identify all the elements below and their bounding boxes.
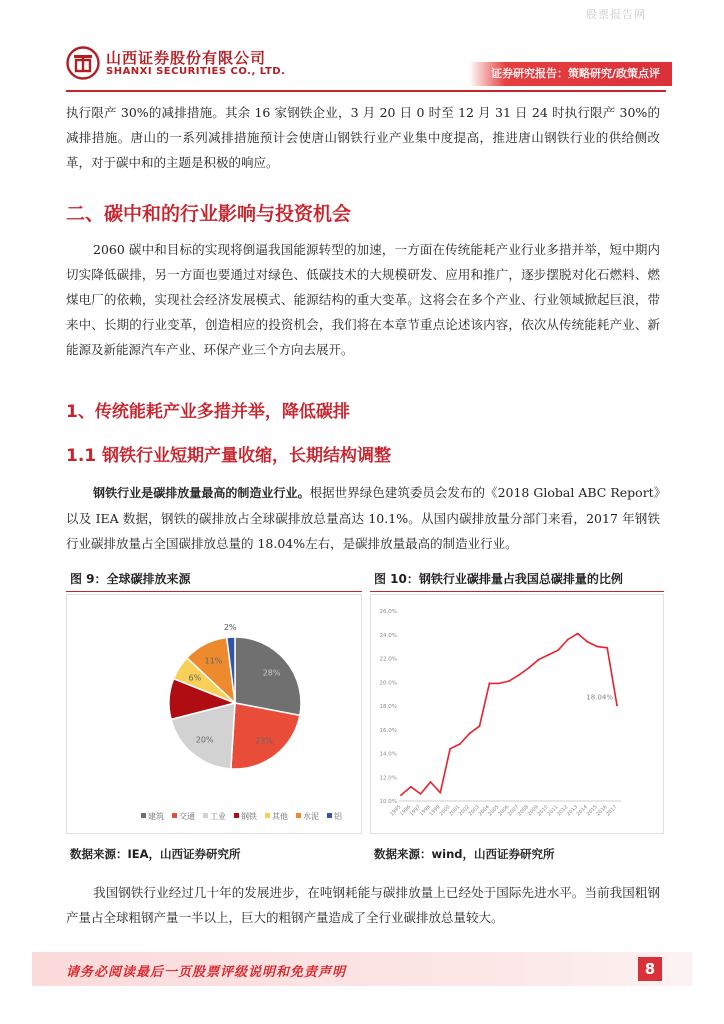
legend-label: 水泥 bbox=[303, 812, 319, 821]
watermark: 股票报告网 bbox=[586, 8, 646, 21]
x-tick-label: 1995 bbox=[389, 804, 403, 818]
pie-chart bbox=[67, 595, 361, 833]
subsubsection-heading: 1.1 钢铁行业短期产量收缩，长期结构调整 bbox=[66, 446, 392, 466]
paragraph-steel-text: 根据世界绿色建筑委员会发布的《2018 Global ABC Report》以及 IEA 数据，钢铁的碳排放占全球碳排放总量高达 10.1%。从国内碳排放量分部门来看，2017 年钢铁行业碳排放量占全国碳排放总量的 18.04%左右，是碳排放量最高的制造业行业。 bbox=[66, 485, 660, 551]
subsection-heading: 1、传统能耗产业多措并举，降低碳排 bbox=[66, 402, 350, 422]
x-tick-label: 2013 bbox=[565, 804, 580, 818]
data-point bbox=[420, 793, 422, 795]
x-tick-label: 2003 bbox=[467, 804, 481, 818]
data-point bbox=[597, 646, 599, 648]
figure-10-source: 数据来源：wind，山西证券研究所 bbox=[374, 847, 555, 861]
paragraph-intro bbox=[66, 100, 660, 175]
company-name-cn: 山西证券股份有限公司 bbox=[106, 49, 267, 67]
x-tick-label: 2017 bbox=[605, 804, 619, 818]
figure-9-frame bbox=[66, 594, 362, 834]
legend-swatch bbox=[172, 813, 177, 818]
data-point bbox=[567, 639, 569, 641]
x-tick-label: 2009 bbox=[526, 804, 540, 818]
paragraph-section-intro bbox=[66, 237, 660, 362]
x-tick-label: 2016 bbox=[595, 804, 609, 818]
data-point bbox=[439, 792, 441, 794]
x-tick-label: 1999 bbox=[428, 804, 442, 818]
page-footer bbox=[32, 952, 692, 986]
y-tick-label: 26.0% bbox=[379, 609, 397, 615]
y-tick-label: 18.0% bbox=[379, 704, 397, 710]
x-tick-label: 2012 bbox=[556, 804, 570, 818]
y-tick-label: 20.0% bbox=[379, 680, 397, 687]
x-tick-label: 2001 bbox=[448, 804, 462, 818]
paragraph-conclusion bbox=[66, 880, 660, 930]
y-tick-label: 12.0% bbox=[379, 775, 397, 782]
series-line bbox=[401, 634, 617, 796]
legend-label: 交通 bbox=[179, 812, 195, 821]
company-name-en: SHANXI SECURITIES CO., LTD. bbox=[106, 66, 286, 77]
data-point bbox=[508, 680, 510, 682]
data-point bbox=[587, 641, 589, 643]
data-point bbox=[547, 654, 549, 656]
figure-10-frame bbox=[370, 594, 664, 834]
x-tick-label: 1996 bbox=[398, 804, 413, 818]
data-point bbox=[528, 667, 530, 669]
figure-10-title: 图 10：钢铁行业碳排量占我国总碳排量的比例 bbox=[370, 568, 664, 592]
data-point bbox=[557, 649, 559, 651]
legend-swatch bbox=[265, 813, 270, 818]
data-point bbox=[449, 748, 451, 750]
pie-value-label: 28% bbox=[262, 668, 281, 678]
data-point bbox=[518, 674, 520, 676]
figure-9-title: 图 9：全球碳排放来源 bbox=[66, 568, 362, 592]
x-tick-label: 1998 bbox=[418, 804, 432, 818]
y-tick-label: 16.0% bbox=[379, 727, 397, 734]
legend-label: 建筑 bbox=[148, 812, 164, 821]
x-tick-label: 1997 bbox=[408, 804, 423, 818]
page-header bbox=[66, 44, 666, 88]
legend-swatch bbox=[234, 813, 239, 818]
y-tick-label: 10.0% bbox=[379, 799, 397, 805]
legend-swatch bbox=[296, 813, 301, 818]
section-heading: 二、碳中和的行业影响与投资机会 bbox=[66, 203, 352, 225]
legend-swatch bbox=[141, 813, 146, 818]
legend-swatch bbox=[327, 813, 332, 818]
line-chart bbox=[371, 595, 663, 833]
pie-value-label: 20% bbox=[195, 735, 214, 745]
x-tick-label: 2005 bbox=[487, 804, 501, 818]
legend-swatch bbox=[203, 813, 208, 818]
paragraph-conclusion-text: 我国钢铁行业经过几十年的发展进步，在吨钢耗能与碳排放量上已经处于国际先进水平。当前我国粗钢产量占全球粗钢产量一半以上，巨大的粗钢产量造成了全行业碳排放总量较大。 bbox=[66, 885, 660, 925]
data-point bbox=[459, 743, 461, 745]
pie-value-label: 23% bbox=[255, 736, 273, 746]
y-tick-label: 22.0% bbox=[379, 656, 397, 663]
data-point bbox=[469, 732, 471, 734]
data-point bbox=[606, 647, 608, 649]
x-tick-label: 2015 bbox=[585, 804, 599, 818]
pie-value-label: 11% bbox=[204, 656, 223, 666]
x-tick-label: 2006 bbox=[497, 804, 511, 818]
x-tick-label: 2014 bbox=[575, 804, 589, 818]
data-point bbox=[616, 705, 618, 707]
data-point bbox=[498, 683, 500, 685]
paragraph-steel-lead: 钢铁行业是碳排放量最高的制造业行业。 bbox=[93, 486, 310, 500]
data-point bbox=[489, 683, 491, 685]
x-tick-label: 2007 bbox=[506, 804, 521, 818]
data-point bbox=[538, 659, 540, 661]
data-point bbox=[577, 633, 579, 635]
y-tick-label: 14.0% bbox=[379, 751, 397, 758]
legend-label: 其他 bbox=[272, 812, 288, 821]
x-tick-label: 2010 bbox=[536, 804, 550, 818]
x-tick-label: 2011 bbox=[546, 804, 560, 818]
x-tick-label: 2004 bbox=[477, 804, 491, 818]
paragraph-intro-text: 执行限产 30%的减排措施。其余 16 家钢铁企业，3 月 20 日 0 时至 12 月 31 日 24 时执行限产 30%的减排措施。唐山的一系列减排措施预计会使唐山钢铁行业产业集中度提高，推进唐山钢铁行业的供给侧改革，对于碳中和的主题是积极的响应。 bbox=[66, 105, 660, 170]
data-point bbox=[400, 794, 402, 796]
header-divider bbox=[66, 90, 666, 92]
x-tick-label: 2008 bbox=[516, 804, 531, 818]
company-logo-icon bbox=[66, 46, 100, 80]
legend-label: 工业 bbox=[210, 812, 226, 821]
paragraph-section-intro-text: 2060 碳中和目标的实现将倒逼我国能源转型的加速，一方面在传统能耗产业行业多措并举，短中期内切实降低碳排，另一方面也要通过对绿色、低碳技术的大规模研发、应用和推广，逐步摆脱对化石燃料、燃煤电厂的依赖，实现社会经济发展模式、能源结构的重大变革。这将会在多个产业、行业领域掀起巨浪，带来中、长期的行业变革，创造相应的投资机会，我们将在本章节重点论述该内容，依次从传统能耗产业、新能源及新能源汽车产业、环保产业三个方向去展开。 bbox=[66, 242, 660, 357]
x-tick-label: 2002 bbox=[457, 804, 472, 818]
legend-label: 铝 bbox=[334, 812, 342, 821]
page-number: 8 bbox=[638, 957, 662, 981]
paragraph-steel bbox=[66, 480, 660, 556]
x-tick-label: 2000 bbox=[438, 804, 452, 818]
y-tick-label: 24.0% bbox=[379, 632, 397, 639]
footer-disclaimer: 请务必阅读最后一页股票评级说明和免责声明 bbox=[66, 965, 347, 980]
pie-value-label: 2% bbox=[223, 623, 237, 633]
data-point bbox=[479, 725, 481, 727]
figure-9-source: 数据来源：IEA，山西证券研究所 bbox=[70, 847, 241, 861]
report-category-tag: 证券研究报告：策略研究/政策点评 bbox=[469, 62, 672, 86]
legend-label: 钢铁 bbox=[241, 812, 257, 821]
data-annotation: 18.04% bbox=[586, 693, 613, 702]
data-point bbox=[410, 786, 412, 788]
data-point bbox=[430, 781, 432, 783]
pie-value-label: 6% bbox=[188, 673, 202, 683]
